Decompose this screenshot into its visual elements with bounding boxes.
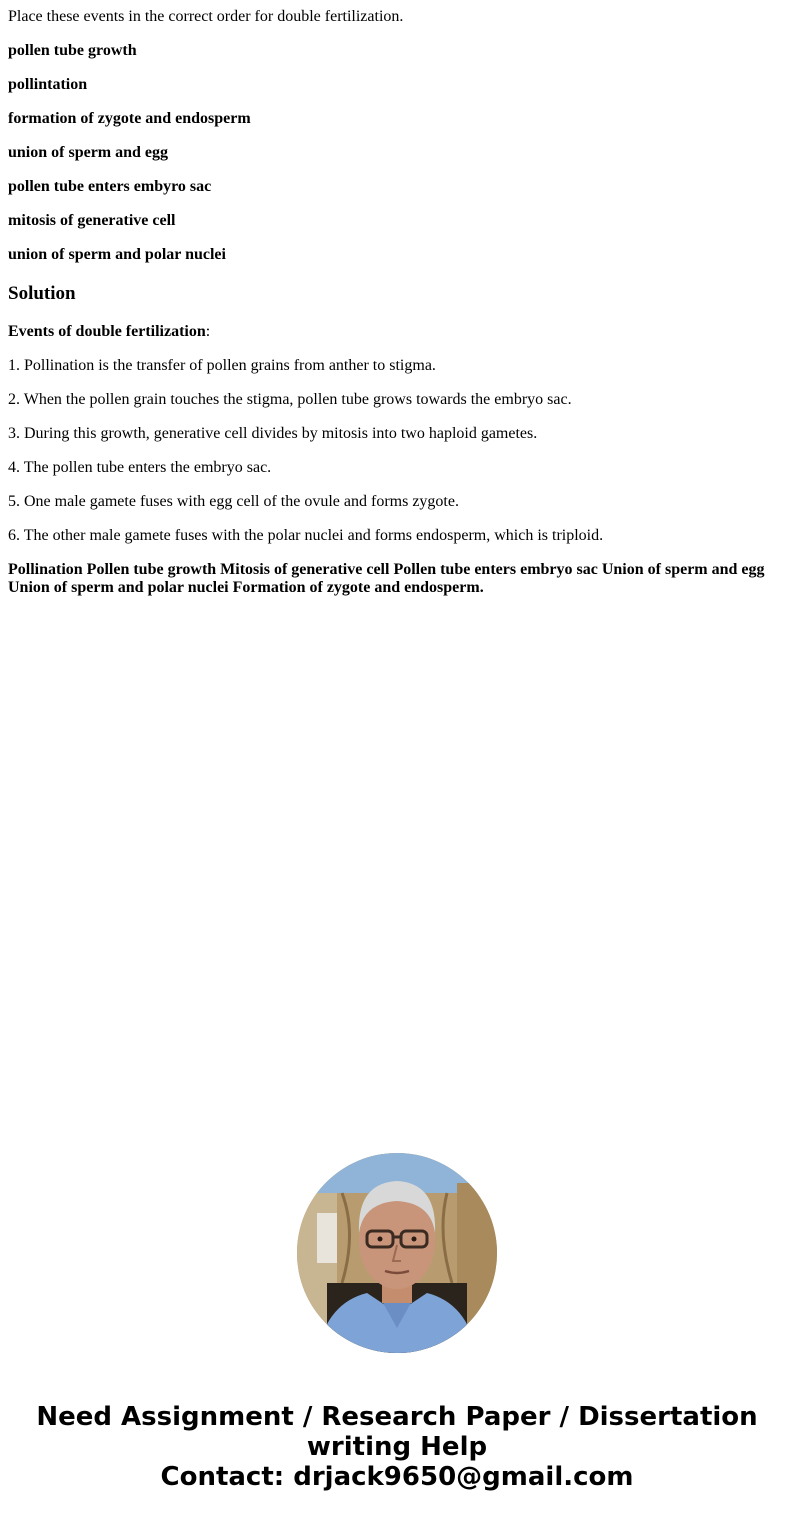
option-item: union of sperm and egg: [8, 144, 169, 161]
footer-contact: Contact: drjack9650@gmail.com: [160, 1462, 634, 1492]
solution-step: 1. Pollination is the transfer of pollen grains from anther to stigma.: [8, 357, 436, 374]
solution-step: 3. During this growth, generative cell divides by mitosis into two haploid gametes.: [8, 425, 538, 442]
solution-subheading-bold: Events of double fertilization: [8, 323, 206, 340]
solution-subheading-colon: :: [205, 323, 211, 340]
footer-line: Need Assignment / Research Paper / Dissertation: [36, 1402, 758, 1432]
option-item: pollintation: [8, 76, 88, 93]
avatar: [297, 1153, 497, 1353]
contact-footer: [0, 1402, 794, 1492]
solution-step: 6. The other male gamete fuses with the polar nuclei and forms endosperm, which is triploid.: [8, 527, 604, 544]
avatar-portrait-image: [297, 1153, 497, 1353]
solution-heading: Solution: [8, 283, 76, 304]
footer-line: writing Help: [306, 1432, 488, 1462]
solution-step: 5. One male gamete fuses with egg cell of the ovule and forms zygote.: [8, 493, 459, 510]
final-order: Pollination Pollen tube growth Mitosis of generative cell Pollen tube enters embryo sac Union of sperm and egg Union of sperm and polar nuclei Formation of zygote and endosperm.: [8, 561, 765, 596]
question-prompt: Place these events in the correct order for double fertilization.: [8, 8, 404, 25]
option-item: formation of zygote and endosperm: [8, 110, 251, 127]
solution-step: 2. When the pollen grain touches the stigma, pollen tube grows towards the embryo sac.: [8, 391, 572, 408]
solution-step: 4. The pollen tube enters the embryo sac.: [8, 459, 272, 476]
solution-subheading: [8, 323, 210, 341]
option-item: union of sperm and polar nuclei: [8, 246, 226, 263]
option-item: mitosis of generative cell: [8, 212, 176, 229]
option-item: pollen tube enters embyro sac: [8, 178, 212, 195]
option-item: pollen tube growth: [8, 42, 137, 59]
